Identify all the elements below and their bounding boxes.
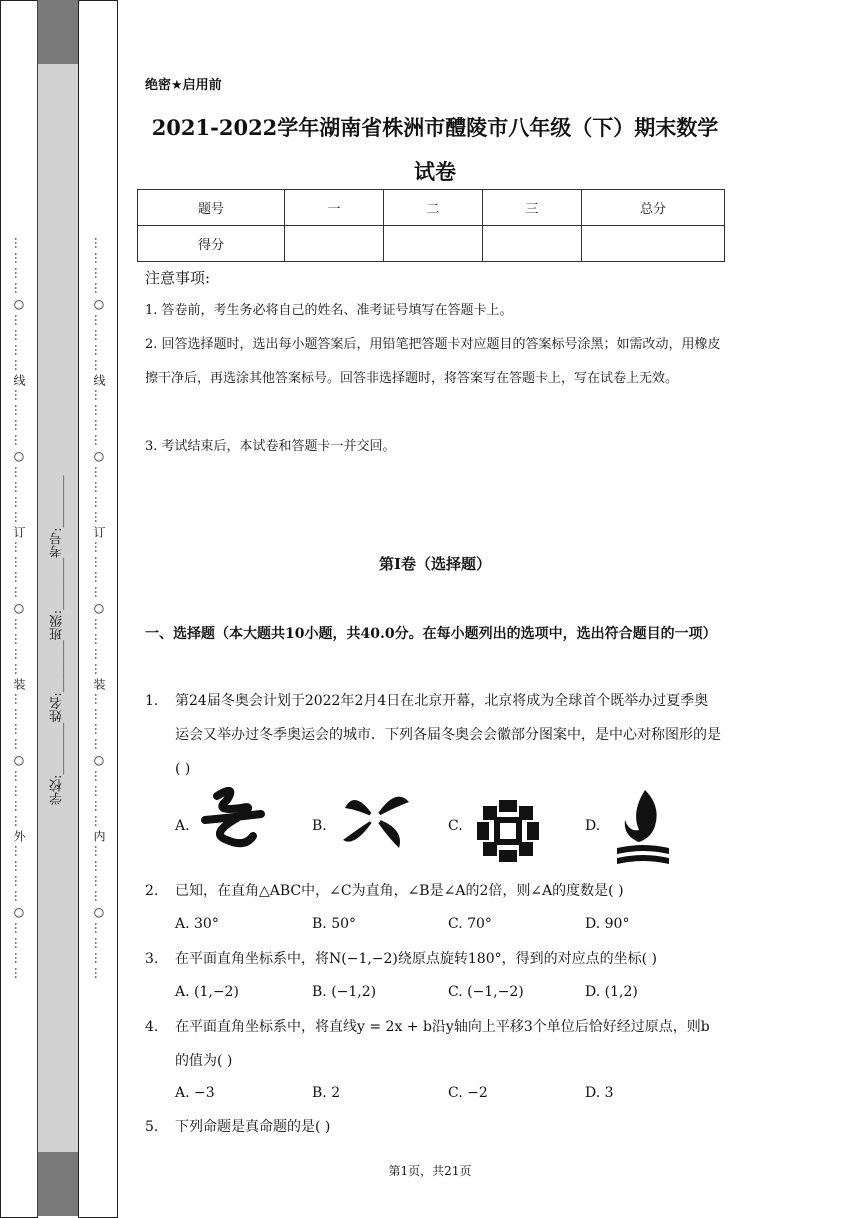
option-d: D. [585, 818, 601, 834]
option-a: A. −3 [175, 1085, 215, 1101]
question-number: 4. [145, 1019, 159, 1035]
table-cell: 得分 [138, 226, 285, 262]
question-4 [145, 1010, 721, 1078]
option-c: C. −2 [448, 1085, 488, 1101]
score-table-header-row [138, 190, 725, 226]
question-text: 在平面直角坐标系中，将N(−1,−2)绕原点旋转180°，得到的对应点的坐标( ) [175, 951, 657, 967]
option-c: C. [448, 818, 463, 834]
student-fields: 学校:________姓名:________班级:________考号:________ [50, 475, 65, 805]
emblem-c-image [473, 796, 543, 866]
emblem-b-image [335, 778, 415, 858]
question-text: 下列命题是真命题的是( ) [175, 1119, 331, 1135]
table-cell: 二 [384, 190, 483, 226]
emblem-a-image [197, 778, 267, 858]
score-input-cell [582, 226, 725, 262]
part-one-heading: 一、选择题（本大题共10小题，共40.0分。在每小题列出的选项中，选出符合题目的一项） [145, 626, 717, 642]
question-number: 2. [145, 883, 159, 899]
option-a: A. [175, 818, 190, 834]
question-text: 第24届冬奥会计划于2022年2月4日在北京开幕，北京将成为全球首个既举办过夏季奥运会又举办过冬季奥运会的城市．下列各届冬奥会会徽部分图案中，是中心对称图形的是( ) [175, 693, 721, 777]
question-text: 已知，在直角△ABC中，∠C为直角，∠B是∠A的2倍，则∠A的度数是( ) [175, 883, 624, 899]
score-table [137, 189, 725, 262]
score-input-cell [483, 226, 582, 262]
notice-item: 2. 回答选择题时，选出每小题答案后，用铅笔把答题卡对应题目的答案标号涂黑；如需改动，用橡皮擦干净后，再选涂其他答案标号。回答非选择题时，将答案写在答题卡上，写在试卷上无效。 [145, 337, 721, 386]
option-b: B. [312, 818, 327, 834]
page-footer: 第1页，共21页 [388, 1164, 472, 1178]
notice-item: 1. 答卷前，考生务必将自己的姓名、准考证号填写在答题卡上。 [145, 303, 513, 318]
outer-dotted-line: …………○…………线…………○…………订…………○…………装…………○…………外…………○………… [12, 236, 26, 982]
score-input-cell [384, 226, 483, 262]
option-b: B. 50° [312, 916, 357, 932]
question-2 [145, 874, 721, 908]
question-3 [145, 942, 721, 976]
table-cell: 一 [285, 190, 384, 226]
emblem-d-image [611, 786, 675, 868]
question-1 [145, 684, 721, 786]
inner-binding-strip [78, 0, 118, 1218]
secret-label: 绝密★启用前 [145, 78, 222, 93]
option-a: A. (1,−2) [175, 984, 239, 1000]
option-a: A. 30° [175, 916, 219, 932]
inner-dotted-line: …………○…………线…………○…………订…………○…………装…………○…………内…………○………… [92, 236, 106, 982]
notice-heading: 注意事项: [145, 269, 211, 287]
option-b: B. 2 [312, 1085, 341, 1101]
question-5 [145, 1110, 721, 1144]
question-number: 1. [145, 693, 159, 709]
notice-item: 3. 考试结束后，本试卷和答题卡一并交回。 [145, 439, 396, 454]
option-c: C. (−1,−2) [448, 984, 524, 1000]
table-cell: 总分 [582, 190, 725, 226]
score-input-cell [285, 226, 384, 262]
student-info-strip [37, 0, 79, 1216]
option-d: D. 3 [585, 1085, 614, 1101]
outer-binding-strip [0, 0, 38, 1218]
option-c: C. 70° [448, 916, 492, 932]
question-text: 在平面直角坐标系中，将直线y = 2x + b沿y轴向上平移3个单位后恰好经过原点，则b的值为( ) [175, 1019, 710, 1069]
option-b: B. (−1,2) [312, 984, 377, 1000]
score-table-score-row [138, 226, 725, 262]
table-cell: 三 [483, 190, 582, 226]
strip-cap-top [38, 0, 78, 64]
option-d: D. 90° [585, 916, 630, 932]
option-d: D. (1,2) [585, 984, 638, 1000]
question-number: 5. [145, 1119, 159, 1135]
table-cell: 题号 [138, 190, 285, 226]
section-title: 第Ⅰ卷（选择题） [378, 555, 492, 573]
exam-title: 2021-2022学年湖南省株洲市醴陵市八年级（下）期末数学试卷 [151, 115, 719, 184]
question-number: 3. [145, 951, 159, 967]
